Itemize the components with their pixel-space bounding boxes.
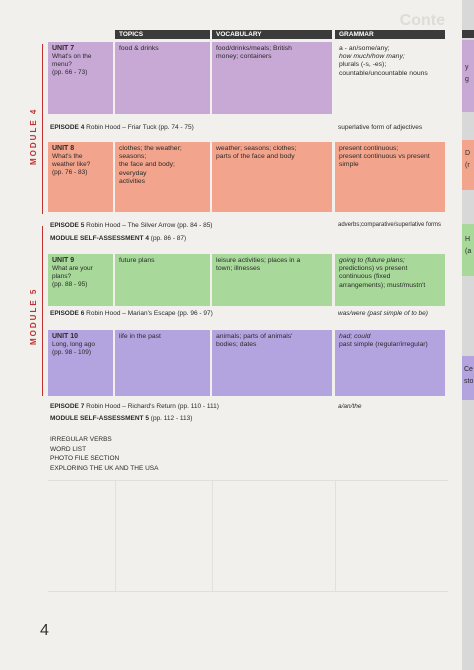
header-topics: TOPICS [115, 30, 210, 39]
module-5-label: MODULE 5 [29, 287, 38, 345]
unit-pages: (pp. 98 - 109) [52, 349, 92, 356]
show-through-title: Conte [399, 12, 445, 29]
topics-text: clothes; the weather; [119, 145, 182, 152]
extras-item: IRREGULAR VERBS [50, 436, 112, 443]
topics-text: life in the past [119, 333, 161, 340]
module-self-assessment-5 [50, 415, 192, 422]
episode-7-row [50, 403, 219, 410]
edge-text: y [465, 64, 469, 71]
unit-pages: (pp. 66 - 73) [52, 68, 88, 76]
module-4-label: MODULE 4 [29, 107, 38, 165]
unit-10-vocabulary-cell [212, 330, 332, 396]
msa-pages: (pp. 112 - 113) [150, 415, 193, 422]
unit-8-title-cell [48, 142, 113, 212]
topics-text: activities [119, 177, 146, 185]
unit-pages: (pp. 76 - 83) [52, 168, 88, 176]
grammar-text: past simple (regular/irregular) [339, 341, 428, 349]
vocabulary-text: animals; parts of animals' [216, 333, 293, 340]
unit-7-grammar-cell [335, 42, 445, 114]
episode-text: Robin Hood – Marian's Escape (pp. 96 - 97) [86, 310, 213, 317]
episode-label: EPISODE 5 [50, 222, 85, 229]
grammar-text: predictions) vs present [339, 265, 408, 273]
module-4-line [42, 44, 43, 214]
unit-10-topics-cell [115, 330, 210, 396]
episode-6-grammar: was/were (past simple of to be) [338, 310, 428, 317]
extras-item: PHOTO FILE SECTION [50, 455, 120, 462]
episode-6-row [50, 310, 213, 317]
grammar-text: plurals (-s, -es); [339, 61, 387, 69]
edge-text: H [465, 236, 471, 243]
unit-8-topics-cell [115, 142, 210, 212]
unit-8-vocabulary-cell [212, 142, 332, 212]
unit-name: UNIT 8 [52, 145, 75, 152]
next-page-purple-tab [462, 40, 474, 112]
vocabulary-text: town; illnesses [216, 265, 261, 273]
unit-name: UNIT 10 [52, 333, 79, 340]
vocabulary-text: weather; seasons; clothes; [216, 145, 297, 152]
unit-9-vocabulary-cell [212, 254, 332, 306]
unit-subtitle: What are your [52, 265, 93, 273]
msa-label: MODULE SELF-ASSESSMENT 5 [50, 415, 149, 422]
vocabulary-text: money; containers [216, 53, 272, 61]
unit-7-title-cell [48, 42, 113, 114]
grammar-text: going to (future plans; [339, 257, 405, 264]
unit-subtitle: weather like? [52, 161, 91, 168]
header-grammar: GRAMMAR [335, 30, 445, 39]
extras-list [50, 435, 158, 473]
grammar-text: arrangements); must/mustn't [339, 281, 426, 289]
edge-text: (a [465, 248, 472, 255]
unit-7-topics-cell [115, 42, 210, 114]
episode-text: Robin Hood – Friar Tuck (pp. 74 - 75) [86, 124, 194, 131]
episode-7-grammar: a/an/the [338, 403, 362, 410]
header-vocabulary: VOCABULARY [212, 30, 332, 39]
episode-5-grammar: adverbs;comparative/superlative forms [338, 222, 442, 228]
topics-text: the face and body; [119, 161, 175, 169]
grammar-text: present continuous; [339, 145, 399, 152]
grammar-text: countable/uncountable nouns [339, 69, 428, 77]
episode-5-row [50, 222, 212, 229]
episode-label: EPISODE 4 [50, 124, 85, 131]
extras-item: WORD LIST [50, 445, 87, 453]
unit-subtitle: What's on the [52, 53, 92, 61]
unit-9-topics-cell [115, 254, 210, 306]
episode-4-row [50, 124, 194, 131]
unit-name: UNIT 7 [52, 45, 75, 52]
next-page-orange-tab [462, 140, 474, 190]
page-number: 4 [40, 622, 49, 639]
vocabulary-text: food/drinks/meals; British [216, 45, 292, 52]
module-self-assessment-4 [50, 235, 186, 242]
unit-subtitle: What's the [52, 153, 83, 161]
grammar-text: simple [339, 161, 359, 169]
episode-label: EPISODE 7 [50, 403, 85, 410]
topics-text: everyday [119, 169, 147, 177]
unit-subtitle: Long, long ago [52, 341, 96, 349]
episode-label: EPISODE 6 [50, 310, 85, 317]
module-5-line [42, 226, 43, 396]
grammar-text: how much/how many; [339, 53, 405, 61]
next-page-violet-tab [462, 356, 474, 400]
grammar-text: continuous (fixed [339, 273, 391, 281]
unit-7-vocabulary-cell [212, 42, 332, 114]
edge-text: Ce [464, 366, 473, 373]
show-through-divider [335, 481, 336, 591]
extras-item: EXPLORING THE UK AND THE USA [50, 464, 159, 472]
edge-text: D [465, 150, 471, 157]
show-through-divider [115, 481, 116, 591]
vocabulary-text: bodies; dates [216, 341, 257, 349]
grammar-text: a - an/some/any; [339, 45, 390, 52]
topics-text: future plans [119, 257, 155, 264]
unit-9-title-cell [48, 254, 113, 306]
edge-text: sto [464, 378, 474, 385]
topics-text: food & drinks [119, 45, 159, 52]
edge-text: g [465, 76, 469, 83]
grammar-text: had; could [339, 333, 371, 340]
topics-text: seasons; [119, 153, 147, 161]
next-page-header-strip [462, 30, 474, 38]
episode-text: Robin Hood – Richard's Return (pp. 110 - 111) [86, 403, 219, 410]
unit-name: UNIT 9 [52, 257, 75, 264]
show-through-divider [212, 481, 213, 591]
vocabulary-text: parts of the face and body [216, 153, 295, 161]
episode-text: Robin Hood – The Silver Arrow (pp. 84 - 85) [86, 222, 213, 229]
unit-10-grammar-cell [335, 330, 445, 396]
unit-10-title-cell [48, 330, 113, 396]
unit-subtitle: plans? [52, 273, 72, 280]
unit-8-grammar-cell [335, 142, 445, 212]
episode-4-grammar: superlative form of adjectives [338, 124, 423, 131]
unit-9-grammar-cell [335, 254, 445, 306]
show-through-area [48, 480, 448, 592]
edge-text: (r [465, 162, 470, 169]
vocabulary-text: leisure activities; places in a [216, 257, 301, 264]
unit-pages: (pp. 88 - 95) [52, 280, 88, 288]
msa-label: MODULE SELF-ASSESSMENT 4 [50, 235, 149, 242]
msa-pages: (pp. 86 - 87) [150, 235, 187, 242]
grammar-text: present continuous vs present [339, 153, 430, 161]
next-page-green-tab [462, 224, 474, 276]
unit-subtitle: menu? [52, 61, 72, 68]
